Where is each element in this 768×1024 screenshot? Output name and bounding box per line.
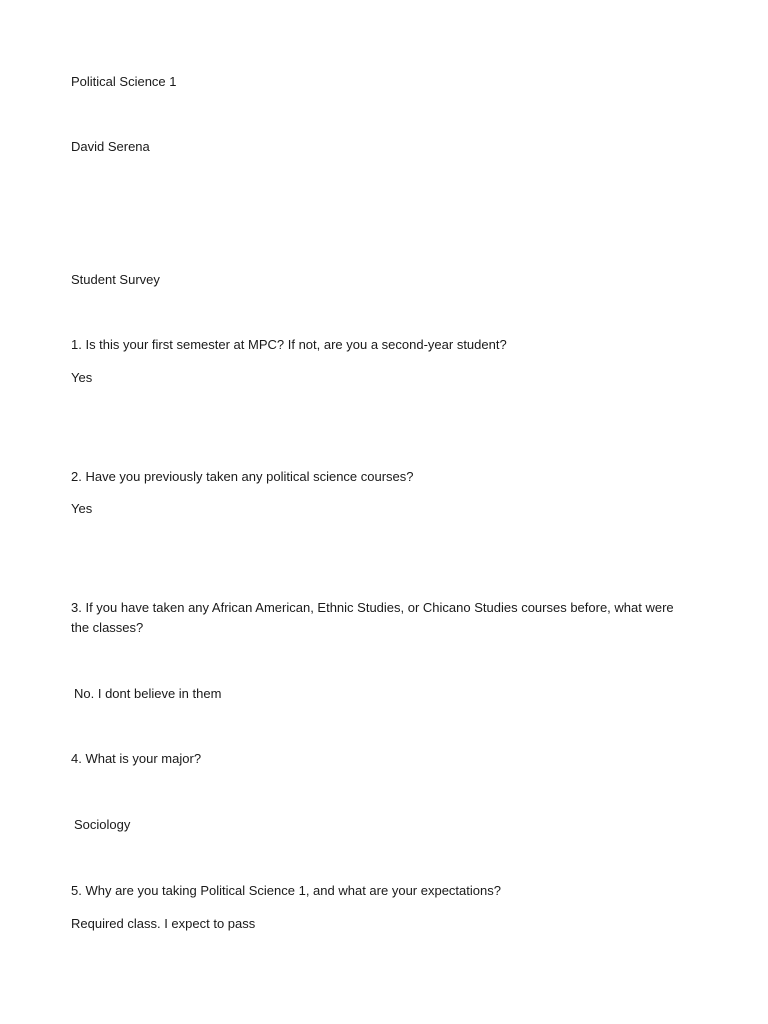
course-name: Political Science 1 [71, 74, 177, 89]
student-name: David Serena [71, 139, 150, 154]
question-2: 2. Have you previously taken any political science courses? [71, 469, 414, 484]
question-3: 3. If you have taken any African American, Ethnic Studies, or Chicano Studies courses before, what were the classes? [71, 600, 674, 635]
question-4: 4. What is your major? [71, 751, 202, 766]
answer-3: No. I dont believe in them [74, 686, 222, 701]
question-5: 5. Why are you taking Political Science 1, and what are your expectations? [71, 883, 501, 898]
answer-4: Sociology [74, 817, 131, 832]
answer-2: Yes [71, 501, 93, 516]
answer-1: Yes [71, 370, 93, 385]
question-1: 1. Is this your first semester at MPC? If not, are you a second-year student? [71, 337, 507, 352]
document-title: Student Survey [71, 272, 160, 287]
answer-5: Required class. I expect to pass [71, 916, 256, 931]
